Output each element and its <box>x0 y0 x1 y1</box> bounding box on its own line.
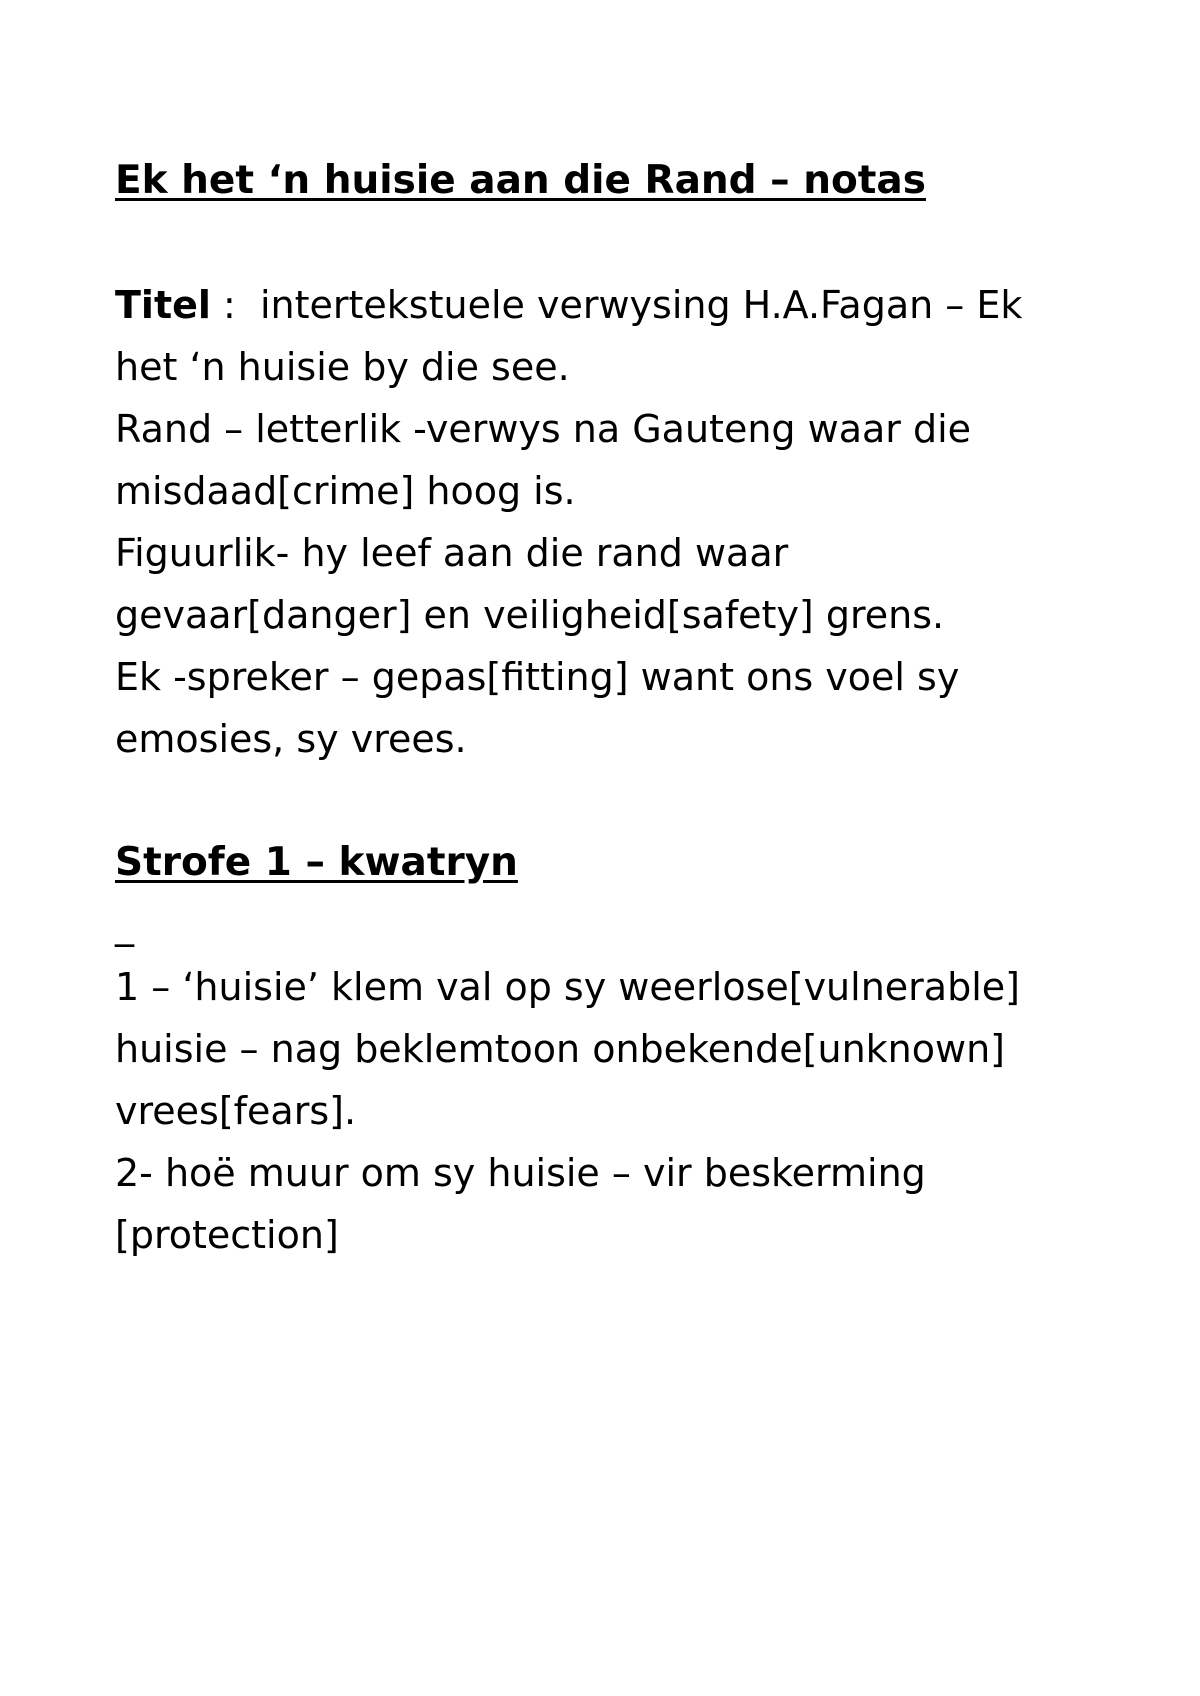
dash-line: _ <box>115 903 134 947</box>
titel-separator: : <box>210 283 260 327</box>
note-line-spreker: Ek -spreker – gepas[fitting] want ons voel sy emosies, sy vrees. <box>115 655 960 761</box>
titel-paragraph <box>115 274 1075 398</box>
document-title: Ek het ‘n huisie aan die Rand – notas <box>115 158 926 203</box>
titel-text: intertekstuele verwysing H.A.Fagan – Ek het ‘n huisie by die see. <box>115 283 1023 389</box>
point-1: 1 – ‘huisie’ klem val op sy weerlose[vulnerable] huisie – nag beklemtoon onbekende[unknown] vrees[fears]. <box>115 965 1020 1133</box>
spacer <box>115 212 1075 274</box>
document-page <box>115 150 1075 1266</box>
point-2: 2- hoë muur om sy huisie – vir beskerming [protection] <box>115 1151 926 1257</box>
spacer <box>115 770 1075 832</box>
section-heading: Strofe 1 – kwatryn <box>115 840 518 885</box>
note-line-figuurlik: Figuurlik- hy leef aan die rand waar gevaar[danger] en veiligheid[safety] grens. <box>115 531 945 637</box>
note-line-rand: Rand – letterlik -verwys na Gauteng waar die misdaad[crime] hoog is. <box>115 407 972 513</box>
titel-label: Titel <box>115 283 211 327</box>
